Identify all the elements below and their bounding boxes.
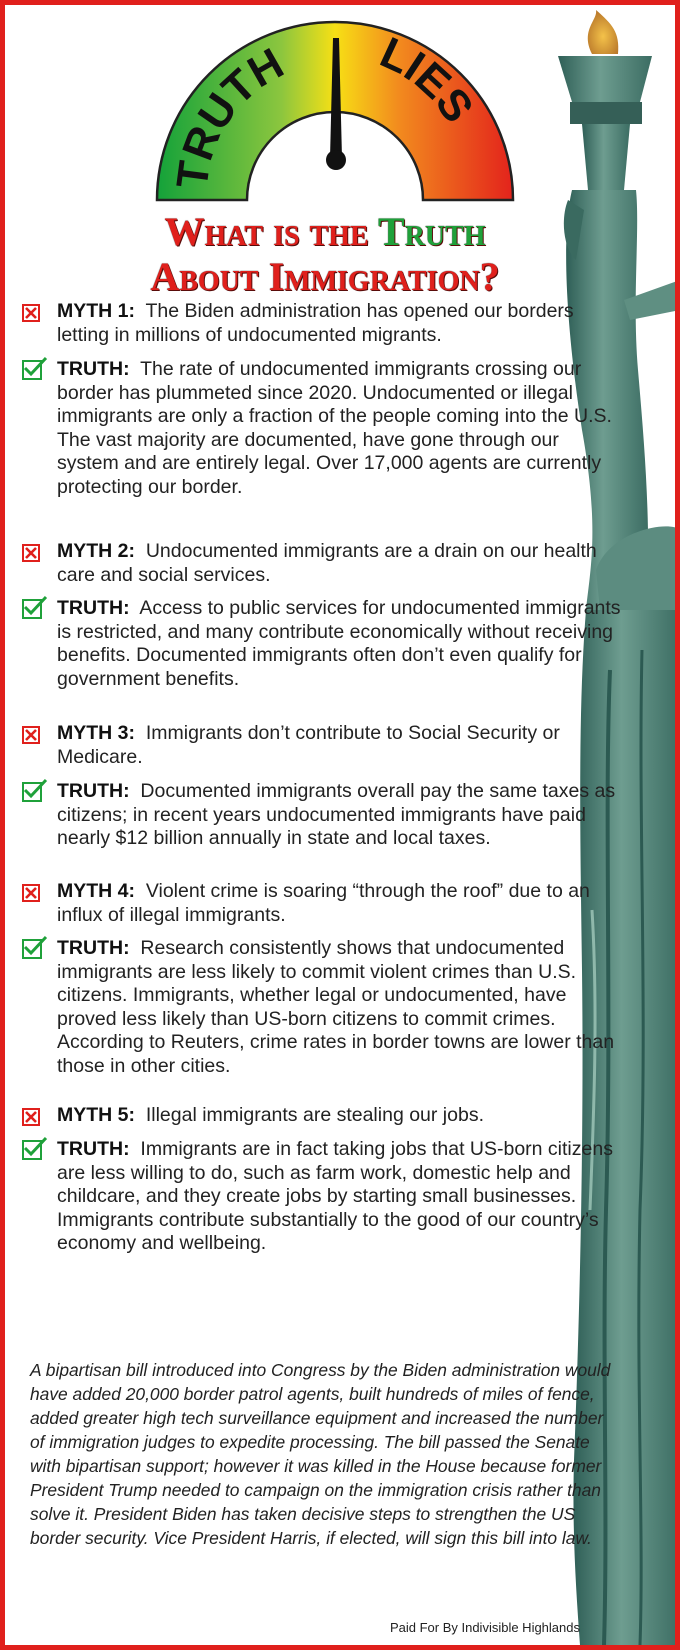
truth-label: TRUTH: xyxy=(57,597,130,619)
gauge-pivot xyxy=(326,150,346,170)
truth-1-text xyxy=(57,358,622,499)
x-box-icon xyxy=(22,726,40,744)
truth-1 xyxy=(22,358,622,499)
truth-3 xyxy=(22,780,622,851)
checkmark-box-icon xyxy=(22,782,42,802)
truth-4 xyxy=(22,937,622,1078)
truth-body: Documented immigrants overall pay the same taxes as citizens; in recent years undocumented immigrants have paid nearly $12 billion annually in state and local taxes. xyxy=(57,780,616,849)
truth-3-text xyxy=(57,780,622,851)
gauge-lies-label: LIES xyxy=(373,27,483,132)
myth-3-text xyxy=(57,722,622,769)
myth-body: Violent crime is soaring “through the roof” due to an influx of illegal immigrants. xyxy=(57,880,590,926)
myth-2-text xyxy=(57,540,622,587)
truth-lies-gauge xyxy=(145,8,525,208)
myth-2 xyxy=(22,540,622,587)
myth-4 xyxy=(22,880,622,927)
headline-part-what-is-the: What is the xyxy=(164,209,378,254)
truth-body: The rate of undocumented immigrants crossing our border has plummeted since 2020. Undocumented or illegal immigrants are only a fraction of the people coming into the U.S. The vast majority are documented, have gone through our system and are entirely legal. Over 17,000 agents are currently protecting our border. xyxy=(57,358,612,498)
x-box-icon xyxy=(22,1108,40,1126)
closing-paragraph: A bipartisan bill introduced into Congress by the Biden administration would have added 20,000 border patrol agents, built hundreds of miles of fence, added greater high tech surveillance equipment and increased the number of immigration judges to expedite processing. The bill passed the Senate with bipartisan support; however it was killed in the House because former President Trump needed to campaign on the immigration crisis rather than solve it. President Biden has taken decisive steps to strengthen the US border security. Vice President Harris, if elected, will sign this bill into law. xyxy=(30,1360,611,1548)
checkmark-box-icon xyxy=(22,1140,42,1160)
truth-2-text xyxy=(57,597,622,691)
truth-2 xyxy=(22,597,622,691)
myth-label: MYTH 1: xyxy=(57,300,135,322)
myth-label: MYTH 5: xyxy=(57,1104,135,1126)
truth-body: Research consistently shows that undocumented immigrants are less likely to commit violent crimes than U.S. citizens. Immigrants, whether legal or undocumented, have proved less likely than US-born citizens to commit crimes. According to Reuters, crime rates in border towns are lower than those in other cities. xyxy=(57,937,615,1077)
myth-3 xyxy=(22,722,622,769)
truth-label: TRUTH: xyxy=(57,358,130,380)
myth-label: MYTH 2: xyxy=(57,540,135,562)
truth-label: TRUTH: xyxy=(57,1138,130,1160)
myth-1-text xyxy=(57,300,622,347)
headline-line-2: About Immigration? xyxy=(150,254,500,299)
myth-label: MYTH 3: xyxy=(57,722,135,744)
headline-part-truth: Truth xyxy=(377,209,486,254)
truth-label: TRUTH: xyxy=(57,780,130,802)
truth-label: TRUTH: xyxy=(57,937,130,959)
myth-body: The Biden administration has opened our borders letting in millions of undocumented migrants. xyxy=(57,300,574,346)
checkmark-box-icon xyxy=(22,599,42,619)
gauge-truth-label: TRUTH xyxy=(167,38,292,192)
truth-body: Immigrants are in fact taking jobs that US-born citizens are less willing to do, such as farm work, domestic help and childcare, and they create jobs by starting small businesses. Immigrants contribute substantially to the good of our country’s economy and wellbeing. xyxy=(57,1138,613,1254)
myth-body: Illegal immigrants are stealing our jobs. xyxy=(145,1104,484,1126)
myth-body: Immigrants don’t contribute to Social Security or Medicare. xyxy=(57,722,560,768)
truth-body: Access to public services for undocumented immigrants is restricted, and many contribute economically without receiving benefits. Documented immigrants often don’t even qualify for government benefits. xyxy=(57,597,621,690)
myth-5 xyxy=(22,1104,622,1128)
x-box-icon xyxy=(22,884,40,902)
truth-5 xyxy=(22,1138,622,1256)
x-box-icon xyxy=(22,544,40,562)
paid-for-disclaimer: Paid For By Indivisible Highlands xyxy=(389,1620,580,1635)
truth-4-text xyxy=(57,937,622,1078)
headline-line-1 xyxy=(30,210,620,254)
myth-label: MYTH 4: xyxy=(57,880,135,902)
myth-1 xyxy=(22,300,622,347)
checkmark-box-icon xyxy=(22,360,42,380)
x-box-icon xyxy=(22,304,40,322)
myth-body: Undocumented immigrants are a drain on our health care and social services. xyxy=(57,540,597,586)
myth-5-text xyxy=(57,1104,622,1128)
checkmark-box-icon xyxy=(22,939,42,959)
myth-4-text xyxy=(57,880,622,927)
truth-5-text xyxy=(57,1138,622,1256)
